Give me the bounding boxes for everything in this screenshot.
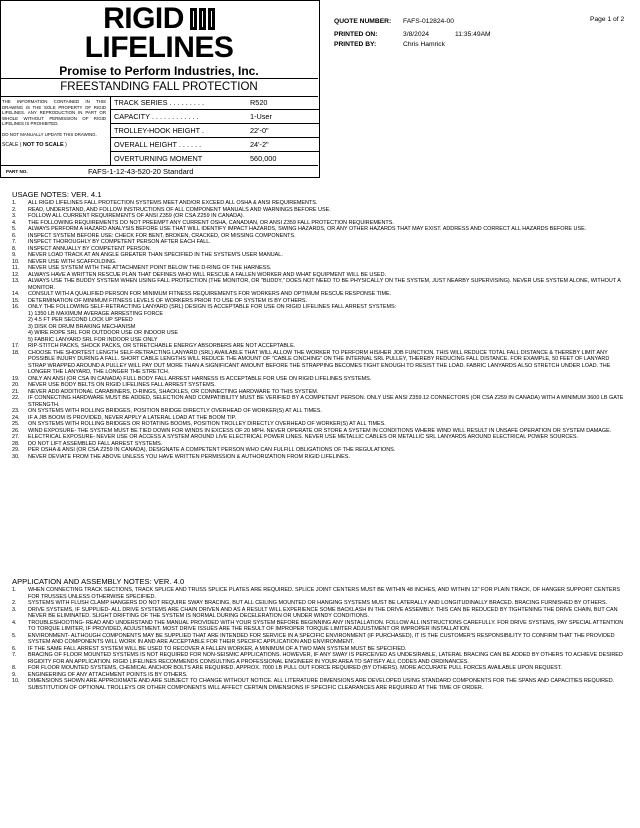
note-number: 26. — [12, 427, 20, 434]
note-text: CONSULT WITH A QUALIFIED PERSON FOR MINIMUM FITNESS REQUIREMENTS FOR WORKERS AND OPTIMUM RESCUE RESPONSE TIME. — [28, 291, 392, 297]
note-text: 2) 4.5 FT PER SECOND LOCK UP SPEED — [28, 317, 133, 323]
note-text: IF A JIB BOOM IS PROVIDED, NEVER APPLY A LATERAL LOAD AT THE BOOM TIP. — [28, 414, 237, 421]
logo-bars-icon — [188, 5, 215, 34]
usage-notes-heading: USAGE NOTES: VER. 4.1 — [12, 190, 102, 199]
title-block — [0, 0, 320, 178]
note-number: 5. — [12, 226, 17, 232]
note-text: NEVER USE SYSTEM WITH THE ATTACHMENT POINT BELOW THE D-RING OF THE HARNESS. — [28, 265, 272, 271]
spec-value: 1-User — [250, 112, 272, 121]
note-text: ALWAYS HAVE A WRITTEN RESCUE PLAN THAT DEFINES WHO WILL RESCUE A FALLEN WORKER AND WHAT EQUIPMENT WILL BE USED. — [28, 271, 387, 278]
note-number: 2. — [12, 600, 17, 606]
spec-row — [111, 96, 319, 110]
note-text: THE FOLLOWING REQUIREMENTS DO NOT PREEMPT ANY CURRENT OSHA, CANADIAN, OR ANSI Z359 FALL PROTECTION REQUIREMENTS. — [28, 219, 394, 226]
proprietary-notice: THE INFORMATION CONTAINED IN THIS DRAWING IS THE SOLE PROPERTY OF RIGID LIFELINES. ANY REPRODUCTION IN PART OR WHOLE WITHOUT PERMISSION OF RIGID LIFELINES IS PROHIBITED. — [2, 99, 106, 127]
note-number: 1. — [12, 200, 17, 206]
note-number: 22. — [12, 395, 20, 401]
note-number: 21. — [12, 388, 20, 395]
note-text: ENGINEERING OF ANY ATTACHMENT POINTS IS BY OTHERS. — [28, 671, 188, 678]
note-number: 18. — [12, 349, 20, 356]
note-number: 24. — [12, 414, 20, 421]
assembly-notes-heading: APPLICATION AND ASSEMBLY NOTES: VER. 4.0 — [12, 577, 185, 586]
note-number: 11. — [12, 265, 20, 271]
spec-row — [111, 124, 319, 138]
note-item — [12, 678, 626, 691]
note-text: CHOOSE THE SHORTEST LENGTH SELF-RETRACTING LANYARD (SRL) AVAILABLE THAT WILL ALLOW THE WORKER TO PERFORM HIS/HER JOB FUNCTION. THIS WILL REDUCE TOTAL FALL DISTANCE & THEREBY LIMIT ANY POSSIBLE INJURY DURING A FALL. SHORT CABLE LENGTHS WILL REDUCE THE AMOUNT OF "CABLE CINCHING" ON THE INTERNAL SRL PULLEY, THEREBY REDUCING FALL DISTANCE. FOR EXAMPLE, 50 FEET OF LANYARD STRAP WRAPPED AROUND A PULLEY WILL PAY OUT MORE THAN A SIGNIFICANT AMOUNT BEFORE THE STRAPPING BECOMES TIGHT ENOUGH TO RESIST THE LOAD. FABRIC LANYARDS ALSO STRETCH UNDER LOAD. THE LONGER THE LANYARD, THE LONGER THE STRETCH. — [28, 349, 611, 375]
note-number: 8. — [12, 665, 17, 671]
spec-label: CAPACITY . . . . . . . . . . . . — [114, 112, 199, 121]
spec-label: TROLLEY-HOOK HEIGHT . — [114, 126, 205, 135]
note-number: 7. — [12, 652, 17, 658]
note-number: 20. — [12, 382, 20, 388]
note-number: 9. — [12, 252, 17, 258]
note-item — [12, 395, 626, 408]
scale-suffix: ) — [65, 141, 67, 148]
do-not-update-notice: DO NOT MANUALLY UPDATE THIS DRAWING. — [2, 131, 97, 137]
note-number: 16. — [12, 304, 20, 310]
note-text: WHEN CONNECTING TRACK SECTIONS, TRACK SPLICE AND TRUSS SPLICE PLATES ARE REQUIRED. SPLICE JOINT CENTERS MUST BE WITHIN 48 INCHES, AND WITHIN 12" FOR PLAIN TRACK, OF HANGER SUPPORT CENTERS FOR TRUSSES UNLESS OTHERWISE SPECIFIED. — [28, 587, 621, 600]
note-number: 28. — [12, 440, 20, 447]
assembly-notes-list — [12, 587, 626, 691]
note-text: ON SYSTEMS WITH ROLLING BRIDGES, POSITION BRIDGE DIRECTLY OVERHEAD OF WORKER(S) AT ALL TIMES. — [28, 408, 322, 414]
quote-number-value: FAFS-012824-00 — [403, 18, 454, 25]
note-text: DETERMINATION OF MINIMUM FITNESS LEVELS OF WORKERS PRIOR TO USE OF SYSTEM IS BY OTHERS. — [28, 297, 308, 304]
note-item — [12, 633, 626, 646]
usage-notes-list — [12, 200, 626, 460]
company-tagline: Promise to Perform Industries, Inc. — [59, 64, 259, 78]
note-text: INSPECT ANNUALLY BY COMPETENT PERSON. — [28, 245, 152, 252]
note-text: INSPECT THOROUGHLY BY COMPETENT PERSON AFTER EACH FALL. — [28, 239, 211, 245]
note-number: 27. — [12, 434, 20, 440]
note-number: 13. — [12, 278, 20, 284]
note-number: 12. — [12, 271, 20, 278]
printed-by-label: PRINTED BY: — [334, 41, 377, 48]
spec-row — [111, 138, 319, 152]
note-number: 10. — [12, 678, 20, 684]
spec-table — [110, 96, 319, 165]
spec-value: 22'-0" — [250, 126, 269, 135]
note-text: DO NOT LIFT ASSEMBLED FALL ARREST SYSTEMS. — [28, 440, 163, 447]
note-number: 10. — [12, 258, 20, 265]
note-text: NEVER LOAD TRACK AT AN ANGLE GREATER THAN SPECIFIED IN THE SYSTEM'S USER MANUAL. — [28, 252, 283, 258]
quote-number-label: QUOTE NUMBER: — [334, 18, 392, 25]
note-text: FOLLOW ALL CURRENT REQUIREMENTS OF ANSI Z359 (OR CSA Z259 IN CANADA). — [28, 213, 245, 219]
note-text: RIP-STITCH PACKS, SHOCK PACKS, OR STRETCHABLE ENERGY ABSORBERS ARE NOT ACCEPTABLE. — [28, 343, 296, 349]
part-number-row — [0, 165, 318, 178]
scale-prefix: SCALE ( — [2, 141, 22, 148]
note-text: DIMENSIONS SHOWN ARE APPROXIMATE AND ARE SUBJECT TO CHANGE WITHOUT NOTICE. ALL LITERATURE DIMENSIONS ARE DEVELOPED USING STANDARD COMPONENTS FOR THE SPANS AND CAPACITIES REQUIRED. SUBSTITUTION OF OPTIONAL TROLLEYS OR OTHER COMPONENTS WILL AFFECT CERTAIN DIMENSIONS IF SPECIFIC CLEARANCES ARE REQUIRED AT THE TIME OF ORDER. — [28, 678, 615, 691]
note-text: NEVER USE WITH SCAFFOLDING. — [28, 258, 117, 265]
note-text: ALWAYS PERFORM A HAZARD ANALYSIS BEFORE USE THAT WILL IDENTIFY IMPACT HAZARDS, SWING HAZARDS, OR ANY OTHER HAZARDS THAT MAY EXIST. ADDRESS AND CORRECT ALL HAZARDS BEFORE USE. — [28, 226, 587, 232]
note-text: ON SYSTEMS WITH ROLLING BRIDGES OR ROTATING BOOMS, POSITION TROLLEY DIRECTLY OVERHEAD OF WORKER(S) AT ALL TIMES. — [28, 421, 386, 427]
printed-by-row — [334, 40, 445, 49]
note-text: DRIVE SYSTEMS, IF SUPPLIED- ALL DRIVE SYSTEMS ARE CHAIN DRIVEN AND AS A RESULT WILL EXPERIENCE SOME BACKLASH IN THE DRIVE ASSEMBLY. THIS CAN BE REDUCED BY TIGHTENING THE DRIVE CHAIN, BUT CAN NEVER BE ELIMINATED. SLIGHT DRIFTING OF THE SYSTEM IS NORMAL DURING DECELERATION OR UNDER WINDY CONDITIONS. — [28, 606, 618, 619]
note-item — [12, 350, 626, 376]
logo-text-line1: RIGID — [103, 2, 184, 35]
note-text: SYSTEMS WITH FLUSH CLAMP HANGERS DO NOT REQUIRE SWAY BRACING, BUT ALL CEILING MOUNTED OR HANGING SYSTEMS MUST BE LATERALLY AND LONGITUDINALLY BRACED. BRACING FURNISHED BY OTHERS. — [28, 600, 608, 606]
spec-value: 560,000 — [250, 154, 277, 163]
note-text: 4) WIRE ROPE SRL FOR OUTDOOR USE OR INDOOR USE — [28, 330, 178, 336]
note-text: FOR FLOOR MOUNTED SYSTEMS, CHEMICAL ANCHOR BOLTS ARE REQUIRED. APPROX. 7000 LB PULL OUT FORCE REQUIRED (BY OTHERS). MORE ACCURATE PULL FORCES AVAILABLE UPON REQUEST. — [28, 665, 562, 671]
note-text: ELECTRICAL EXPOSURE- NEVER USE OR ACCESS A SYSTEM AROUND LIVE ELECTRICAL POWER LINES. NEVER USE METALLIC CABLES OR METALLIC SRL LANYARDS AROUND ELECTRICAL POWER SOURCES. — [28, 434, 579, 440]
spec-row — [111, 152, 319, 165]
spec-value: R520 — [250, 98, 268, 107]
note-text: INSPECT SYSTEM BEFORE USE: CHECK FOR BENT, BROKEN, CRACKED, OR MISSING COMPONENTS. — [28, 232, 296, 239]
scale-note — [2, 143, 106, 149]
note-item — [12, 652, 626, 665]
note-item — [12, 607, 626, 620]
note-text: IF CONNECTING HARDWARE MUST BE ADDED, SELECTION AND COMPATIBILITY MUST BE VERIFIED BY A COMPETENT PERSON. ONLY USE ANSI Z359.12 CONNECTORS (OR CSA Z259 IN CANADA) WITH A MINIMUM 3600 LB GATE STRENGTH. — [28, 395, 624, 408]
quote-number-row — [334, 17, 454, 26]
note-number: 8. — [12, 245, 17, 252]
note-item — [12, 454, 626, 461]
note-text: IF THE SAME FALL ARREST SYSTEM WILL BE USED TO RECOVER A FALLEN WORKER, A MINIMUM OF A TWO MAN SYSTEM MUST BE SPECIFIED. — [28, 645, 407, 652]
spec-value: 24'-2" — [250, 140, 269, 149]
proprietary-notice-block — [2, 99, 106, 148]
note-item — [12, 278, 626, 291]
note-number: 5. — [12, 632, 17, 639]
note-number: 7. — [12, 239, 17, 245]
note-number: 14. — [12, 291, 20, 297]
note-number: 19. — [12, 375, 20, 382]
note-number: 23. — [12, 408, 20, 414]
note-number: 1. — [12, 587, 17, 593]
note-item — [12, 620, 626, 633]
note-text: WIND EXPOSURE- THE SYSTEM MUST BE TIED DOWN FOR WINDS IN EXCESS OF 20 MPH. NEVER OPERATE OR STORE A SYSTEM IN CONDITIONS WHERE WIND WILL RESULT IN UNSAFE OPERATION OR SYSTEM DAMAGE. — [28, 427, 612, 434]
note-number: 6. — [12, 645, 17, 652]
note-text: ALWAYS USE THE BUDDY SYSTEM WHEN USING FALL PROTECTION (THE MONITOR, OR "BUDDY," DOES NOT NEED TO BE PHYSICALLY ON THE SYSTEM, JUST NEARBY SUPERVISING). NEVER USE SYSTEM ALONE, WITHOUT A MONITOR. — [28, 278, 621, 291]
note-number: 25. — [12, 421, 20, 427]
part-number-value: FAFS-1-12-43-520-20 Standard — [88, 167, 194, 176]
note-text: ONLY THE FOLLOWING SELF-RETRACTING LANYARD (SRL) DESIGN IS ACCEPTABLE FOR USE ON RIGID LIFELINES FALL ARREST SYSTEMS: — [28, 304, 397, 310]
note-text: PER OSHA & ANSI (OR CSA Z259 IN CANADA), DESIGNATE A COMPETENT PERSON WHO CAN FULFILL OBLIGATIONS OF THE REGULATIONS. — [28, 447, 396, 453]
note-number: 17. — [12, 343, 20, 349]
note-number: 4. — [12, 619, 17, 626]
printed-on-time: 11:35:49AM — [455, 31, 491, 38]
note-item — [12, 587, 626, 600]
company-logo — [0, 0, 318, 78]
note-text: NEVER ADD ADDITIONAL CARABINERS, D-RINGS, SHACKLES, OR CONNECTING HARDWARE TO THIS SYSTEM. — [28, 388, 319, 395]
printed-on-date: 3/8/2024 — [403, 31, 430, 38]
note-text: 5) FABRIC LANYARD SRL FOR INDOOR USE ONLY — [28, 336, 158, 343]
note-text: ONLY AN ANSI (OR CSA IN CANADA) FULL BODY FALL ARREST HARNESS IS ACCEPTABLE FOR USE ON RIGID LIFELINES SYSTEMS. — [28, 375, 372, 382]
note-text: ENVIRONMENT- ALTHOUGH COMPONENTS MAY BE SUPPLIED THAT ARE INTENDED FOR SERVICE IN A SPECIFIC ENVIRONMENT (IF PURCHASED), IT IS THE CUSTOMER'S RESPONSIBILITY TO CONFIRM THAT THE PROVIDED SYSTEM AND COMPONENTS WILL WORK IN AND ARE ACCEPTABLE FOR THEIR SPECIFIC APPLICATION AND ENVIRONMENT. — [28, 632, 615, 645]
note-number: 29. — [12, 447, 20, 453]
note-number: 3. — [12, 606, 17, 613]
spec-row — [111, 110, 319, 124]
note-text: NEVER USE BODY BELTS ON RIGID LIFELINES FALL ARREST SYSTEMS. — [28, 382, 216, 388]
note-number: 2. — [12, 206, 17, 213]
document-title: FREESTANDING FALL PROTECTION — [0, 78, 318, 97]
note-number: 6. — [12, 232, 17, 239]
printed-on-row — [334, 30, 491, 39]
note-number: 30. — [12, 453, 20, 460]
note-text: 1) 1350 LB MAXIMUM AVERAGE ARRESTING FORCE — [28, 310, 163, 317]
note-number: 9. — [12, 671, 17, 678]
note-text: TROUBLESHOOTING- READ AND UNDERSTAND THE MANUAL PROVIDED WITH YOUR SYSTEM BEFORE BEGINNING ANY INSTALLATION. FOLLOW ALL INSTRUCTIONS CAREFULLY. FOR DRIVE SYSTEMS, PAY SPECIAL ATTENTION TO TORQUE LIMITER, IF PROVIDED, ADJUSTMENT. MOST DRIVE ISSUES ARE THE RESULT OF IMPROPER TORQUE LIMITER ADJUSTMENT OR IMPROPER INSTALLATION. — [28, 619, 624, 632]
printed-on-label: PRINTED ON: — [334, 31, 378, 38]
note-text: NEVER DEVIATE FROM THE ABOVE UNLESS YOU HAVE WRITTEN PERMISSION & AUTHORIZATION FROM RIGID LIFELINES. — [28, 453, 350, 460]
note-text: ALL RIGID LIFELINES FALL PROTECTION SYSTEMS MEET AND/OR EXCEED ALL OSHA & ANSI REQUIREMENTS. — [28, 200, 318, 206]
spec-label: OVERALL HEIGHT . . . . . . — [114, 140, 202, 149]
note-text: BRACING OF FLOOR MOUNTED SYSTEMS IS NOT REQUIRED FOR NON-SEISMIC APPLICATIONS. HOWEVER, IF ANY SWAY IS PERCEIVED AS UNDESIRABLE, LATERAL BRACING CAN BE ADDED BY OTHERS TO ACHIEVE DESIRED RIGIDITY FOR AN APPLICATION. RIGID LIFELINES RECOMMENDS CONSULTING A PROFESSIONAL ENGINEER IN YOUR AREA TO SATISFY ALL CODES AND ORDINANCES. — [28, 652, 623, 665]
note-number: 15. — [12, 297, 20, 304]
printed-by-value: Chris Hamrick — [403, 41, 445, 48]
page-number: Page 1 of 2 — [590, 16, 625, 23]
part-number-label: PART NO. — [6, 169, 28, 174]
note-number: 3. — [12, 213, 17, 219]
scale-value: NOT TO SCALE — [22, 141, 64, 148]
note-text: 3) DISK OR DRUM BRAKING MECHANISM — [28, 323, 136, 330]
note-text: READ, UNDERSTAND, AND FOLLOW INSTRUCTIONS OF ALL COMPONENT MANUALS AND WARNINGS BEFORE USE. — [28, 206, 331, 213]
logo-text-line2: LIFELINES — [84, 31, 234, 64]
spec-label: TRACK SERIES . . . . . . . . . — [114, 98, 205, 107]
spec-label: OVERTURNING MOMENT — [114, 154, 203, 163]
note-number: 4. — [12, 219, 17, 226]
